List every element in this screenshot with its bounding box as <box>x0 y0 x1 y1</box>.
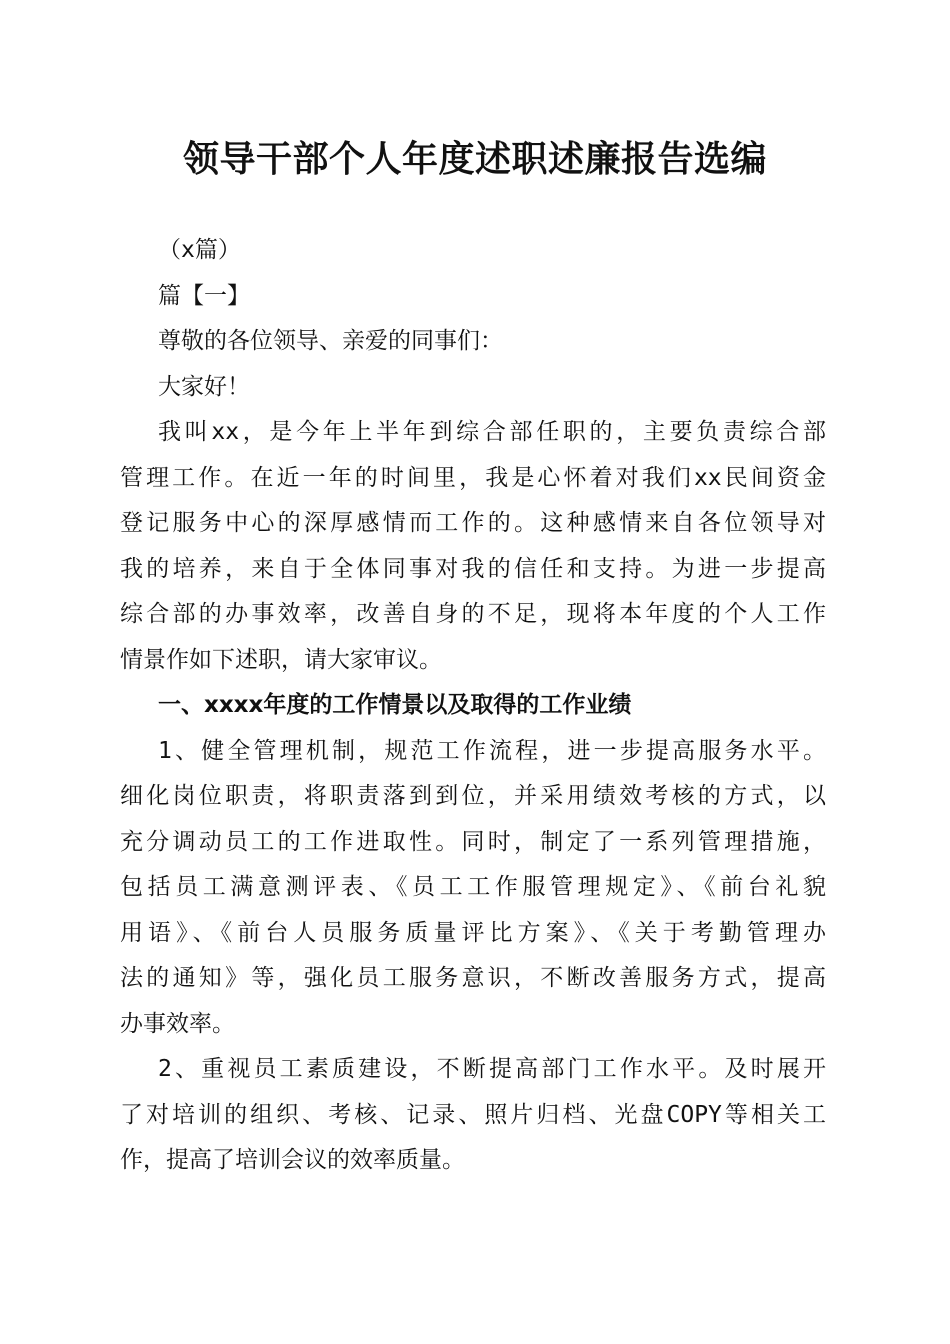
intro-paragraph-line: 综合部的办事效率，改善自身的不足，现将本年度的个人工作 <box>120 601 826 627</box>
salutation: 尊敬的各位领导、亲爱的同事们： <box>158 328 503 354</box>
intro-paragraph-line: 管理工作。在近一年的时间里，我是心怀着对我们xx民间资金 <box>120 464 826 491</box>
item2-paragraph-line: 了对培训的组织、考核、记录、照片归档、光盘COPY等相关工 <box>120 1101 826 1128</box>
section-heading: 一、xxxx年度的工作情景以及取得的工作业绩 <box>158 692 632 718</box>
item1-paragraph-line: 法的通知》等，强化员工服务意识，不断改善服务方式，提高 <box>120 965 826 991</box>
item1-paragraph-line: 充分调动员工的工作进取性。同时，制定了一系列管理措施， <box>120 828 826 855</box>
item1-paragraph-line: 细化岗位职责，将职责落到到位，并采用绩效考核的方式，以 <box>120 783 826 809</box>
intro-paragraph-line: 我的培养，来自于全体同事对我的信任和支持。为进一步提高 <box>120 555 826 582</box>
document-body <box>120 228 826 1184</box>
item2-paragraph-line: 作，提高了培训会议的效率质量。 <box>120 1147 465 1173</box>
item1-paragraph-line: 1、健全管理机制，规范工作流程，进一步提高服务水平。 <box>158 737 826 764</box>
intro-paragraph-line: 登记服务中心的深厚感情而工作的。这种感情来自各位领导对 <box>120 510 826 536</box>
greeting: 大家好！ <box>158 373 250 400</box>
count-note: （x篇） <box>158 237 241 263</box>
item1-paragraph-line: 办事效率。 <box>120 1010 235 1037</box>
item2-paragraph-line: 2、重视员工素质建设，不断提高部门工作水平。及时展开 <box>158 1056 826 1082</box>
document-title: 领导干部个人年度述职述廉报告选编 <box>182 138 767 180</box>
chapter-label: 篇【一】 <box>158 282 250 309</box>
item1-paragraph-line: 包括员工满意测评表、《员工工作服管理规定》、《前台礼貌 <box>120 874 826 900</box>
intro-paragraph-line: 我叫xx，是今年上半年到综合部任职的，主要负责综合部 <box>158 419 826 445</box>
intro-paragraph-line: 情景作如下述职，请大家审议。 <box>120 646 442 673</box>
item1-paragraph-line: 用语》、《前台人员服务质量评比方案》、《关于考勤管理办 <box>120 919 826 946</box>
